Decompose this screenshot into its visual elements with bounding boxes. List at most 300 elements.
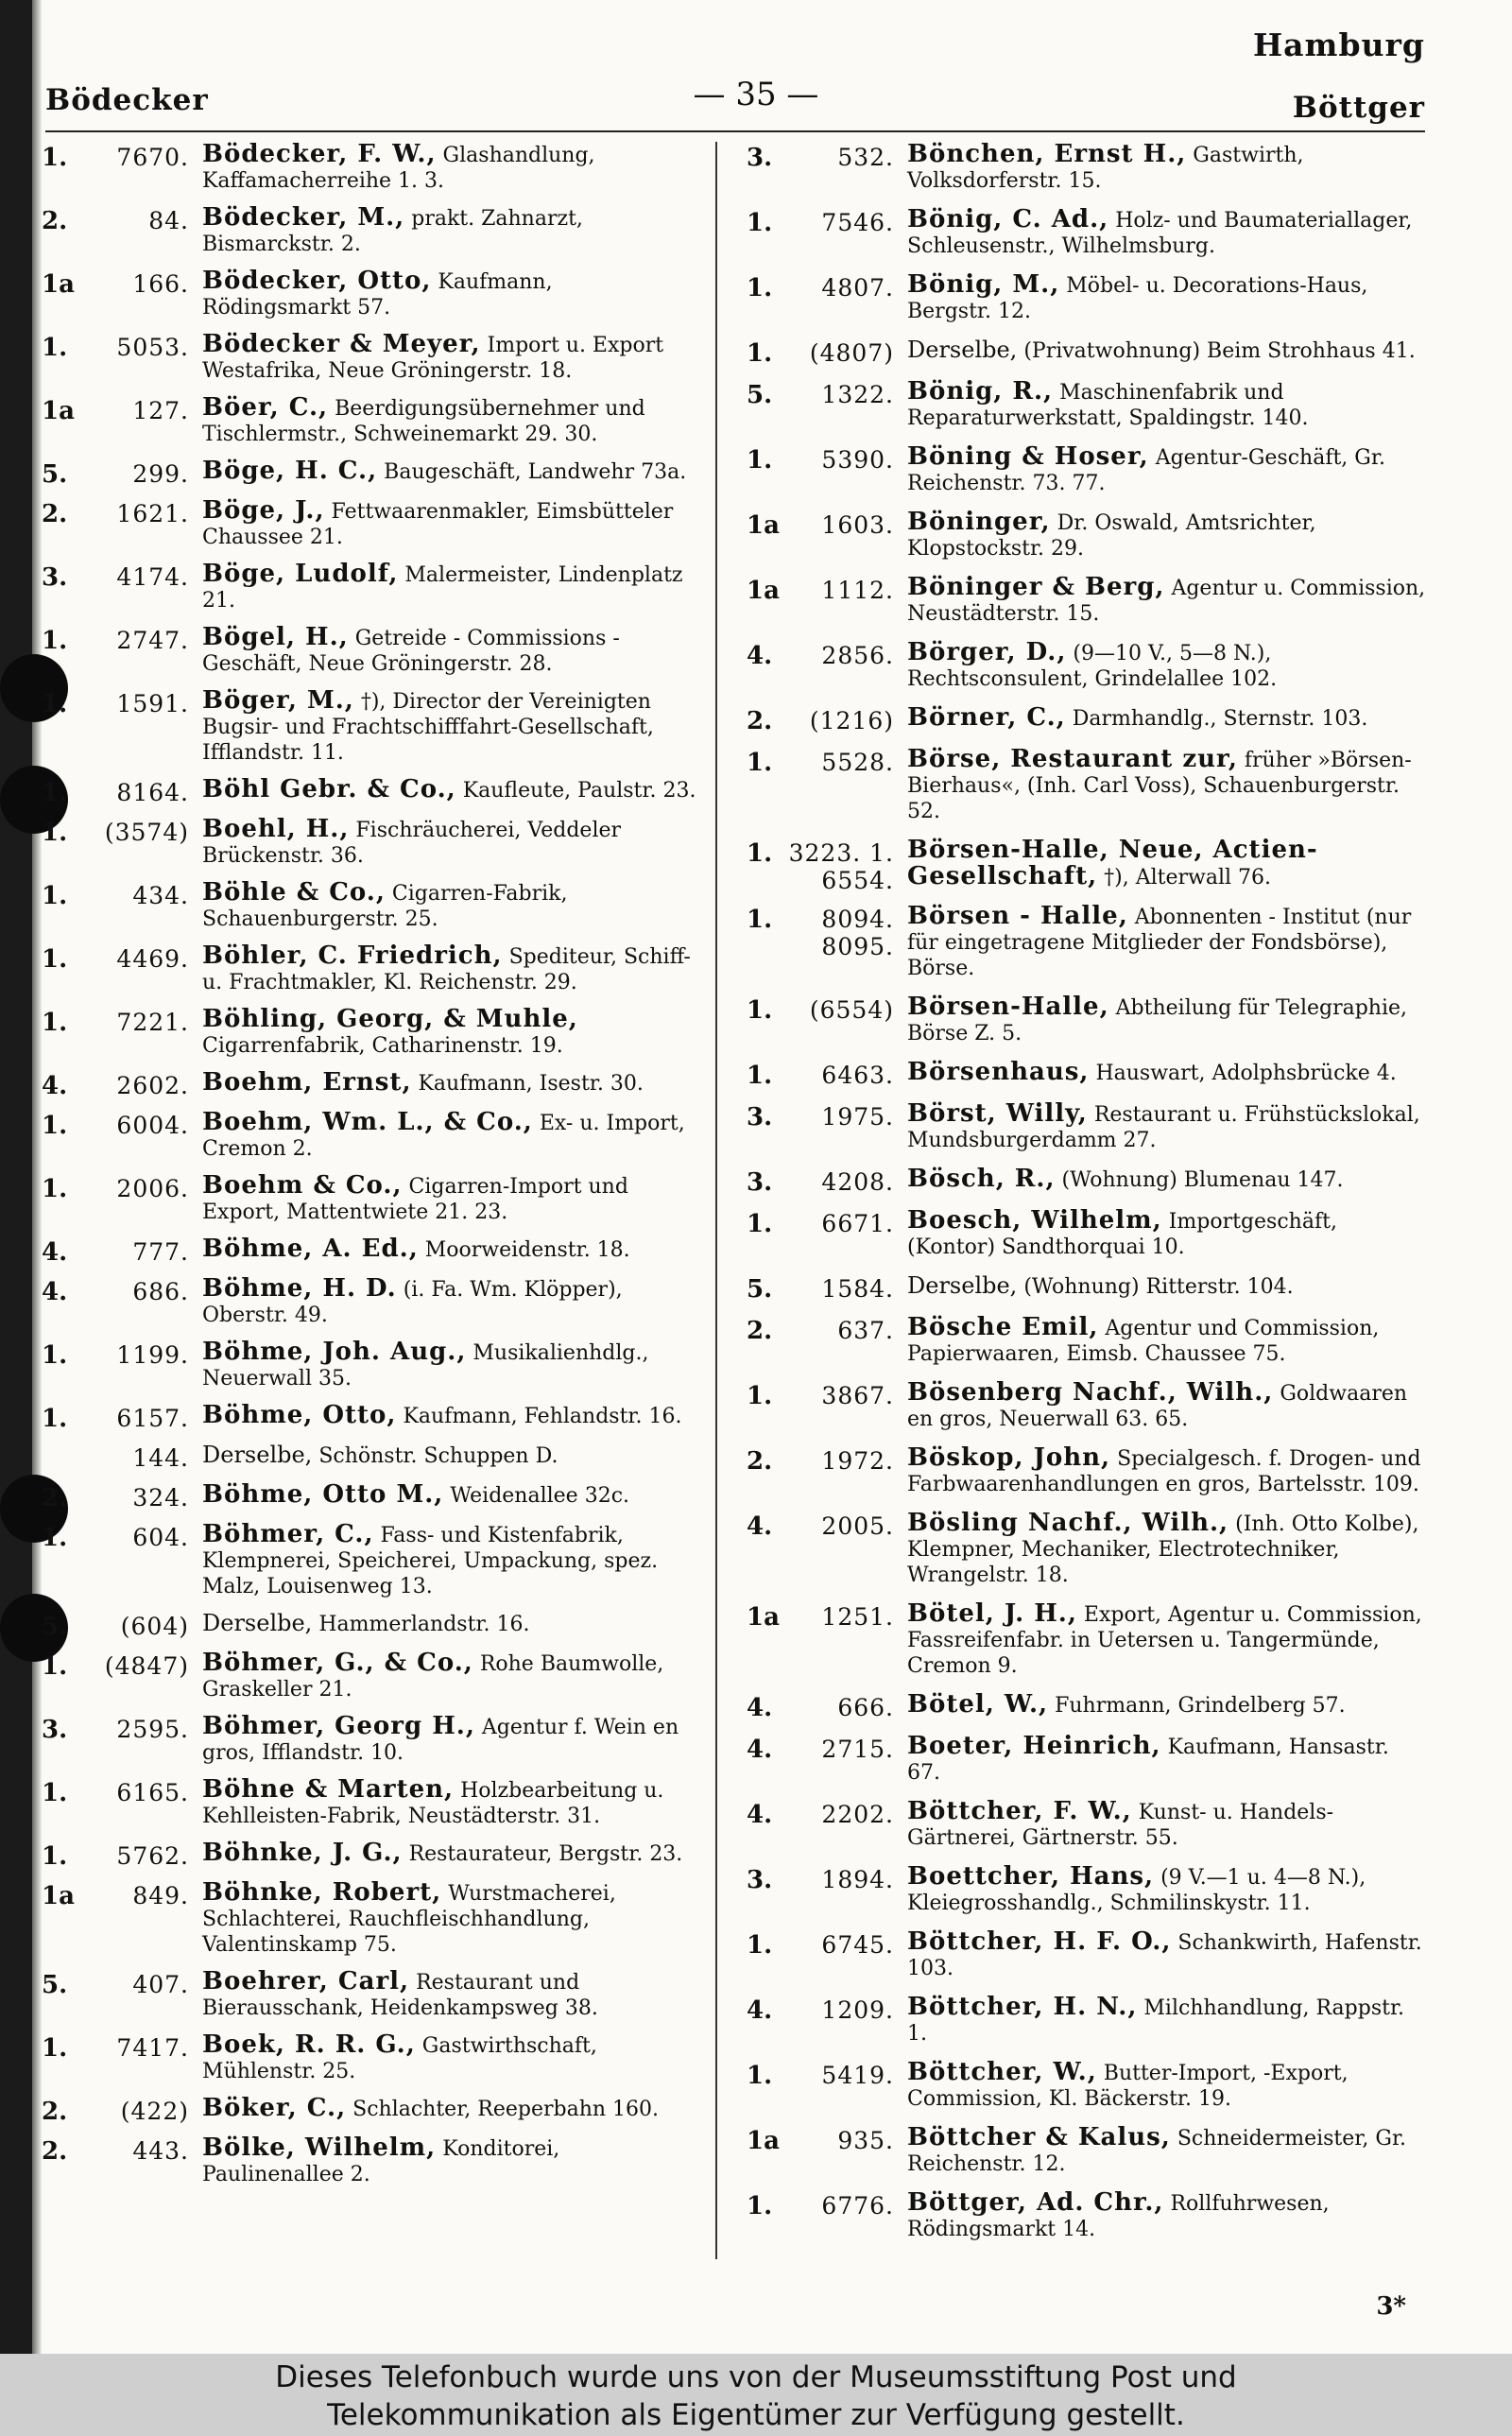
entry-text	[907, 1101, 1427, 1153]
subscriber-name: Böer, C.,	[202, 393, 329, 422]
subscriber-name: Böhler, C. Friedrich,	[202, 942, 503, 970]
subscriber-name: Böhme, Otto M.,	[202, 1480, 444, 1509]
exchange-code: 5.	[42, 1971, 68, 1999]
entry-text	[202, 1443, 703, 1469]
subscriber-details: Agentur f. Wein en gros, Ifflandstr. 10.	[202, 1716, 679, 1765]
entry-text	[202, 1880, 703, 1958]
directory-entry	[42, 561, 703, 613]
directory-entry	[42, 1173, 703, 1225]
exchange-code: 1.	[42, 2034, 68, 2063]
subscriber-details: Dr. Oswald, Amtsrichter, Klopstockstr. 29.	[907, 511, 1316, 561]
exchange-code: 1.	[747, 1210, 773, 1238]
directory-entry	[42, 1969, 703, 2021]
entry-text	[907, 1734, 1427, 1786]
entry-text	[907, 2060, 1427, 2112]
subscriber-details: Kaufmann, Isestr. 30.	[418, 1072, 644, 1096]
entry-text	[202, 2135, 703, 2187]
subscriber-name: Boesch, Wilhelm,	[907, 1206, 1162, 1235]
subscriber-details: Importgeschäft, (Kontor) Sandthorquai 10.	[907, 1210, 1337, 1259]
directory-entry	[42, 1611, 703, 1639]
entry-text	[202, 2096, 703, 2122]
subscriber-details: (9—10 V., 5—8 N.), Rechtsconsulent, Grindelallee 102.	[907, 642, 1278, 691]
subscriber-details: Malermeister, Lindenplatz 21.	[202, 563, 683, 613]
entry-text	[907, 1208, 1427, 1260]
directory-entry	[747, 1601, 1427, 1679]
subscriber-name: Börsen-Halle, Neue, Actien-Gesellschaft,	[907, 836, 1318, 890]
entry-text	[907, 838, 1427, 890]
entry-text	[907, 575, 1427, 627]
exchange-code: 1.	[42, 1842, 68, 1871]
subscriber-name: Börsen-Halle,	[907, 993, 1109, 1021]
phone-number: 5390.	[821, 446, 894, 474]
subscriber-details: Restaurant und Bierausschank, Heidenkampsweg 38.	[202, 1971, 598, 2020]
exchange-code: 2.	[747, 707, 773, 735]
entry-text	[907, 994, 1427, 1046]
city-heading: Hamburg	[1252, 26, 1425, 63]
subscriber-details: Abtheilung für Telegraphie, Börse Z. 5.	[907, 996, 1408, 1045]
phone-number: 4174.	[116, 563, 189, 591]
directory-entry	[42, 1276, 703, 1328]
exchange-code: 3.	[42, 563, 68, 592]
subscriber-details: (Wohnung) Blumenau 147.	[1061, 1168, 1344, 1192]
subscriber-details: Holzbearbeitung u. Kehlleisten-Fabrik, Neustädterstr. 31.	[202, 1779, 664, 1828]
subscriber-name: Böhnke, J. G.,	[202, 1839, 403, 1867]
ownership-notice-line: Telekommunikation als Eigentümer zur Verfügung gestellt.	[327, 2398, 1185, 2432]
exchange-code: 1.	[42, 1779, 68, 1807]
directory-entry	[42, 498, 703, 550]
phone-number: 84.	[148, 207, 189, 234]
entry-text	[907, 1692, 1427, 1719]
subscriber-name: Böhnke, Robert,	[202, 1878, 442, 1907]
phone-number: 2595.	[116, 1716, 189, 1743]
phone-number: 1894.	[821, 1866, 894, 1893]
subscriber-name: Boehm & Co.,	[202, 1171, 403, 1200]
subscriber-name: Böger, M.,	[202, 686, 354, 715]
subscriber-name: Derselbe,	[907, 337, 1018, 363]
exchange-code: 1a	[747, 577, 780, 605]
exchange-code: 1.	[747, 1062, 773, 1090]
phone-number: 4469.	[116, 945, 189, 973]
exchange-code: 1.	[42, 334, 68, 362]
subscriber-details: Fass- und Kistenfabrik, Klempnerei, Speicherei, Umpackung, spez. Malz, Louisenweg 13.	[202, 1524, 659, 1598]
directory-entry	[747, 1734, 1427, 1786]
right-column	[747, 142, 1427, 2255]
exchange-code: 3.	[747, 1168, 773, 1197]
subscriber-details: Restaurant u. Frühstückslokal, Mundsburgerdamm 27.	[907, 1103, 1420, 1152]
phone-number: 777.	[132, 1238, 189, 1266]
entry-text	[907, 1166, 1427, 1193]
directory-entry	[747, 142, 1427, 194]
entry-text	[202, 1070, 703, 1097]
subscriber-name: Boehm, Ernst,	[202, 1068, 412, 1097]
phone-number: 127.	[132, 397, 189, 424]
entry-text	[907, 1315, 1427, 1367]
subscriber-details: Schlachter, Reeperbahn 160.	[352, 2098, 660, 2121]
subscriber-name: Böhme, A. Ed.,	[202, 1235, 419, 1263]
directory-entry	[42, 777, 703, 805]
entry-text	[202, 1236, 703, 1263]
exchange-code: 5.	[747, 1275, 773, 1304]
directory-entry	[747, 747, 1427, 824]
directory-entry	[42, 205, 703, 257]
subscriber-name: Börse, Restaurant zur,	[907, 745, 1238, 773]
subscriber-details: Schankwirth, Hafenstr. 103.	[907, 1931, 1422, 1980]
subscriber-details: Agentur-Geschäft, Gr. Reichenstr. 73. 77.	[907, 446, 1385, 495]
exchange-code: 1.	[747, 906, 773, 934]
subscriber-name: Böninger,	[907, 508, 1051, 536]
entry-text	[202, 395, 703, 447]
exchange-code: 1a	[42, 397, 75, 425]
subscriber-name: Boek, R. R. G.,	[202, 2030, 416, 2059]
exchange-code: 3.	[747, 1103, 773, 1132]
subscriber-name: Böge, H. C.,	[202, 457, 378, 485]
exchange-code: 5.	[42, 460, 68, 489]
entry-text	[202, 1339, 703, 1391]
exchange-code: 5.	[42, 1613, 68, 1641]
subscriber-name: Börger, D.,	[907, 638, 1067, 666]
phone-number: 1621.	[116, 500, 189, 527]
entry-text	[202, 1276, 703, 1328]
subscriber-name: Böge, J.,	[202, 496, 325, 525]
subscriber-details: Glashandlung, Kaffamacherreihe 1. 3.	[202, 144, 595, 193]
directory-entry	[747, 1799, 1427, 1851]
directory-entry	[42, 943, 703, 995]
phone-number: 2602.	[116, 1072, 189, 1099]
phone-number: 299.	[132, 460, 189, 488]
directory-entry	[747, 337, 1427, 366]
exchange-code: 1.	[747, 839, 773, 868]
entry-text	[202, 688, 703, 766]
directory-entry	[747, 904, 1427, 981]
directory-entry	[42, 1007, 703, 1059]
phone-number: 4807.	[821, 274, 894, 302]
subscriber-details: Fettwaarenmakler, Eimsbütteler Chaussee 21.	[202, 500, 674, 549]
entry-text	[202, 1969, 703, 2021]
subscriber-details: (9 V.—1 u. 4—8 N.), Kleiegrosshandlg., Schmilinskystr. 11.	[907, 1866, 1366, 1915]
subscriber-details: Gastwirthschaft, Mühlenstr. 25.	[202, 2034, 597, 2083]
phone-number: 935.	[837, 2127, 894, 2154]
phone-number: 2747.	[116, 627, 189, 654]
directory-entry	[42, 1777, 703, 1829]
directory-entry	[42, 1714, 703, 1766]
subscriber-name: Bötel, J. H.,	[907, 1599, 1077, 1628]
page-footnote: 3*	[1376, 2292, 1406, 2321]
directory-entry	[747, 1101, 1427, 1153]
directory-entry	[42, 1482, 703, 1511]
entry-text	[202, 561, 703, 613]
entry-text	[202, 268, 703, 320]
page-number: — 35 —	[693, 76, 819, 113]
phone-number: 166.	[132, 270, 189, 298]
phone-number: 5528.	[821, 749, 894, 776]
exchange-code: 1a	[747, 1603, 780, 1632]
phone-number: 849.	[132, 1882, 189, 1909]
phone-number: (3574)	[104, 819, 189, 846]
phone-number: 2202.	[821, 1801, 894, 1828]
subscriber-name: Bögel, H.,	[202, 623, 349, 651]
phone-number: (604)	[120, 1613, 189, 1640]
subscriber-details: †), Alterwall 76.	[1104, 866, 1272, 890]
entry-text	[907, 705, 1427, 732]
phone-number: 1251.	[821, 1603, 894, 1631]
entry-text	[907, 379, 1427, 431]
subscriber-name: Böhle & Co.,	[202, 878, 386, 907]
entry-text	[907, 2190, 1427, 2242]
exchange-code: 1.	[42, 1112, 68, 1140]
subscriber-details: Hammerlandstr. 16.	[318, 1613, 530, 1636]
subscriber-name: Bönchen, Ernst H.,	[907, 140, 1187, 168]
phone-number: 407.	[132, 1971, 189, 1998]
phone-number: 6671.	[821, 1210, 894, 1237]
binding-edge	[32, 0, 42, 2354]
subscriber-name: Böttcher, H. F. O.,	[907, 1927, 1172, 1956]
directory-entry	[42, 395, 703, 447]
phone-number: 6463.	[821, 1062, 894, 1089]
phone-number: 6165.	[116, 1779, 189, 1806]
directory-entry	[42, 688, 703, 766]
phone-number: 3867.	[821, 1382, 894, 1409]
subscriber-details: Weidenallee 32c.	[450, 1484, 630, 1508]
phone-number: (4807)	[809, 339, 894, 367]
left-column	[42, 142, 703, 2199]
directory-entry	[747, 705, 1427, 734]
entry-text	[202, 205, 703, 257]
phone-number: 7417.	[116, 2034, 189, 2062]
subscriber-details: Cigarrenfabrik, Catharinenstr. 19.	[202, 1034, 563, 1058]
subscriber-name: Böning & Hoser,	[907, 442, 1149, 471]
entry-text	[907, 1799, 1427, 1851]
entry-text	[202, 777, 703, 803]
subscriber-details: Wurstmacherei, Schlachterei, Rauchfleischhandlung, Valentinskamp 75.	[202, 1882, 616, 1957]
phone-number: 6157.	[116, 1405, 189, 1432]
entry-text	[907, 207, 1427, 259]
subscriber-name: Böttcher, H. N.,	[907, 1993, 1138, 2021]
entry-text	[907, 272, 1427, 324]
subscriber-name: Boettcher, Hans,	[907, 1862, 1155, 1891]
subscriber-details: Darmhandlg., Sternstr. 103.	[1072, 707, 1368, 731]
subscriber-details: Cigarren-Fabrik, Schauenburgerstr. 25.	[202, 882, 568, 931]
entry-text	[202, 880, 703, 932]
subscriber-details: Agentur u. Commission, Neustädterstr. 15.	[907, 577, 1426, 626]
exchange-code: 1.	[747, 446, 773, 475]
phone-number: 144.	[132, 1444, 189, 1472]
phone-number: 666.	[837, 1694, 894, 1721]
phone-number: 7221.	[116, 1009, 189, 1036]
subscriber-details: Agentur und Commission, Papierwaaren, Eimsb. Chaussee 75.	[907, 1317, 1380, 1366]
subscriber-details: Milchhandlung, Rappstr. 1.	[907, 1996, 1405, 2046]
subscriber-name: Bötel, W.,	[907, 1690, 1049, 1719]
directory-entry	[42, 2096, 703, 2124]
subscriber-details: Kaufmann, Hansastr. 67.	[907, 1736, 1389, 1785]
subscriber-name: Böhl Gebr. & Co.,	[202, 775, 456, 803]
phone-number: 1972.	[821, 1447, 894, 1475]
directory-entry	[42, 458, 703, 487]
entry-text	[202, 1522, 703, 1599]
entry-text	[202, 1714, 703, 1766]
entry-text	[202, 1007, 703, 1059]
exchange-code: 1.	[42, 1405, 68, 1433]
exchange-code: 1a	[42, 270, 75, 299]
directory-entry	[747, 1166, 1427, 1195]
subscriber-name: Böhmer, G., & Co.,	[202, 1649, 473, 1677]
entry-text	[202, 1650, 703, 1702]
subscriber-details: Export, Agentur u. Commission, Fassreifenfabr. in Uetersen u. Tangermünde, Cremon 9.	[907, 1603, 1422, 1678]
directory-entry	[747, 1511, 1427, 1588]
subscriber-details: Schönstr. Schuppen D.	[318, 1444, 558, 1468]
subscriber-details: Rohe Baumwolle, Graskeller 21.	[202, 1652, 664, 1702]
subscriber-details: †), Director der Vereinigten Bugsir- und Frachtschifffahrt-Gesellschaft, Ifflandstr. 11.	[202, 690, 654, 765]
phone-number: 7546.	[821, 209, 894, 236]
exchange-code: 1a	[747, 511, 780, 540]
subscriber-name: Bödecker, Otto,	[202, 267, 432, 295]
directory-entry	[747, 1995, 1427, 2047]
subscriber-name: Derselbe,	[202, 1442, 313, 1468]
subscriber-details: Beerdigungsübernehmer und Tischlermstr., Schweinemarkt 29. 30.	[202, 397, 645, 446]
phone-number: 324.	[132, 1484, 189, 1512]
entry-text	[202, 1482, 703, 1509]
phone-number: 1112.	[821, 577, 894, 604]
directory-entry	[747, 1315, 1427, 1367]
directory-entry	[42, 142, 703, 194]
entry-text	[202, 1777, 703, 1829]
phone-number: 6745.	[821, 1931, 894, 1959]
entry-text	[907, 1601, 1427, 1679]
exchange-code: 1.	[747, 996, 773, 1025]
phone-number: 8164.	[116, 779, 189, 806]
entry-text	[202, 943, 703, 995]
subscriber-name: Derselbe,	[907, 1272, 1018, 1299]
phone-number: 6776.	[821, 2192, 894, 2220]
directory-entry	[42, 1236, 703, 1265]
exchange-code: 4.	[747, 1512, 773, 1541]
directory-entry	[42, 625, 703, 677]
subscriber-details: (Wohnung) Ritterstr. 104.	[1023, 1275, 1294, 1299]
phone-number: 604.	[132, 1524, 189, 1551]
phone-number: 3223. 1. 6554.	[788, 839, 894, 894]
exchange-code: 1.	[42, 627, 68, 655]
directory-entry	[747, 640, 1427, 692]
subscriber-details: Kaufmann, Rödingsmarkt 57.	[202, 270, 553, 320]
subscriber-name: Bönig, R.,	[907, 377, 1054, 406]
exchange-code: 1.	[42, 690, 68, 718]
subscriber-name: Böttcher & Kalus,	[907, 2123, 1171, 2151]
ownership-notice	[0, 2354, 1512, 2436]
exchange-code: 1.	[747, 749, 773, 777]
exchange-code: 1.	[42, 144, 68, 172]
subscriber-details: Möbel- u. Decorations-Haus, Bergstr. 12.	[907, 274, 1368, 323]
subscriber-details: Goldwaaren en gros, Neuerwall 63. 65.	[907, 1382, 1408, 1431]
exchange-code: 1.	[42, 945, 68, 974]
phone-number: 434.	[132, 882, 189, 909]
subscriber-name: Bödecker & Meyer,	[202, 330, 481, 358]
subscriber-details: Getreide - Commissions - Geschäft, Neue Gröningerstr. 28.	[202, 627, 620, 676]
phone-number: (6554)	[809, 996, 894, 1024]
directory-entry	[42, 1880, 703, 1958]
phone-number: (4847)	[104, 1652, 189, 1680]
subscriber-name: Böhmer, C.,	[202, 1520, 374, 1548]
entry-text	[202, 498, 703, 550]
entry-text	[907, 444, 1427, 496]
phone-number: 7670.	[116, 144, 189, 171]
ownership-notice-line: Dieses Telefonbuch wurde uns von der Museumsstiftung Post und	[275, 2360, 1237, 2394]
subscriber-name: Böge, Ludolf,	[202, 560, 399, 588]
exchange-code: 2.	[42, 2098, 68, 2126]
entry-text	[202, 1173, 703, 1225]
directory-entry	[747, 1060, 1427, 1088]
directory-entry	[747, 1445, 1427, 1497]
exchange-code: 1.	[747, 274, 773, 302]
directory-entry	[747, 1208, 1427, 1260]
exchange-code: 1.	[42, 1009, 68, 1037]
entry-text	[907, 1060, 1427, 1086]
directory-entry	[747, 1273, 1427, 1302]
exchange-code: 1.	[747, 2062, 773, 2090]
subscriber-details: Kaufmann, Fehlandstr. 16.	[403, 1405, 682, 1428]
subscriber-name: Böttcher, F. W.,	[907, 1797, 1132, 1825]
subscriber-name: Boehm, Wm. L., & Co.,	[202, 1108, 533, 1136]
subscriber-name: Bölke, Wilhelm,	[202, 2134, 437, 2162]
entry-text	[907, 1511, 1427, 1588]
entry-text	[202, 1611, 703, 1637]
phone-number: 637.	[837, 1317, 894, 1344]
directory-entry	[42, 268, 703, 320]
subscriber-name: Böttger, Ad. Chr.,	[907, 2188, 1164, 2217]
directory-entry	[42, 1110, 703, 1162]
subscriber-name: Böhme, Otto,	[202, 1401, 397, 1429]
subscriber-name: Bödecker, F. W.,	[202, 140, 437, 168]
entry-text	[907, 1995, 1427, 2047]
phone-number: 443.	[132, 2137, 189, 2165]
subscriber-details: Kunst- u. Handels-Gärtnerei, Gärtnerstr. 55.	[907, 1801, 1334, 1850]
entry-text	[202, 2032, 703, 2084]
directory-entry	[42, 1443, 703, 1471]
subscriber-name: Börsen - Halle,	[907, 902, 1128, 930]
subscriber-details: Butter-Import, -Export, Commission, Kl. Bäckerstr. 19.	[907, 2062, 1349, 2111]
exchange-code: 1.	[747, 1931, 773, 1960]
entry-text	[907, 1380, 1427, 1432]
subscriber-details: Rollfuhrwesen, Rödingsmarkt 14.	[907, 2192, 1330, 2241]
entry-text	[907, 640, 1427, 692]
subscriber-details: Konditorei, Paulinenallee 2.	[202, 2137, 560, 2186]
exchange-code: 1.	[42, 1341, 68, 1370]
directory-entry	[747, 2125, 1427, 2177]
directory-entry	[42, 1650, 703, 1702]
subscriber-name: Börst, Willy,	[907, 1099, 1088, 1128]
phone-number: 1603.	[821, 511, 894, 539]
subscriber-name: Boehl, H.,	[202, 815, 350, 843]
subscriber-name: Derselbe,	[202, 1610, 313, 1636]
subscriber-name: Böskop, John,	[907, 1443, 1111, 1472]
exchange-code: 2.	[42, 1484, 68, 1512]
last-name-heading: Böttger	[1292, 91, 1425, 125]
phone-number: 2005.	[821, 1512, 894, 1540]
phone-number: 1584.	[821, 1275, 894, 1303]
phone-number: 5762.	[116, 1842, 189, 1870]
subscriber-name: Böninger & Berg,	[907, 573, 1165, 601]
directory-entry	[747, 444, 1427, 496]
exchange-code: 4.	[42, 1238, 68, 1267]
subscriber-name: Bösenberg Nachf., Wilh.,	[907, 1378, 1274, 1407]
entry-text	[907, 1864, 1427, 1916]
subscriber-details: Maschinenfabrik und Reparaturwerkstatt, Spaldingstr. 140.	[907, 381, 1309, 430]
binding-strip	[0, 0, 32, 2354]
entry-text	[202, 332, 703, 384]
directory-entry	[42, 332, 703, 384]
exchange-code: 1.	[42, 882, 68, 910]
directory-entry	[42, 817, 703, 869]
directory-entry	[747, 1929, 1427, 1981]
phone-number: 5053.	[116, 334, 189, 361]
